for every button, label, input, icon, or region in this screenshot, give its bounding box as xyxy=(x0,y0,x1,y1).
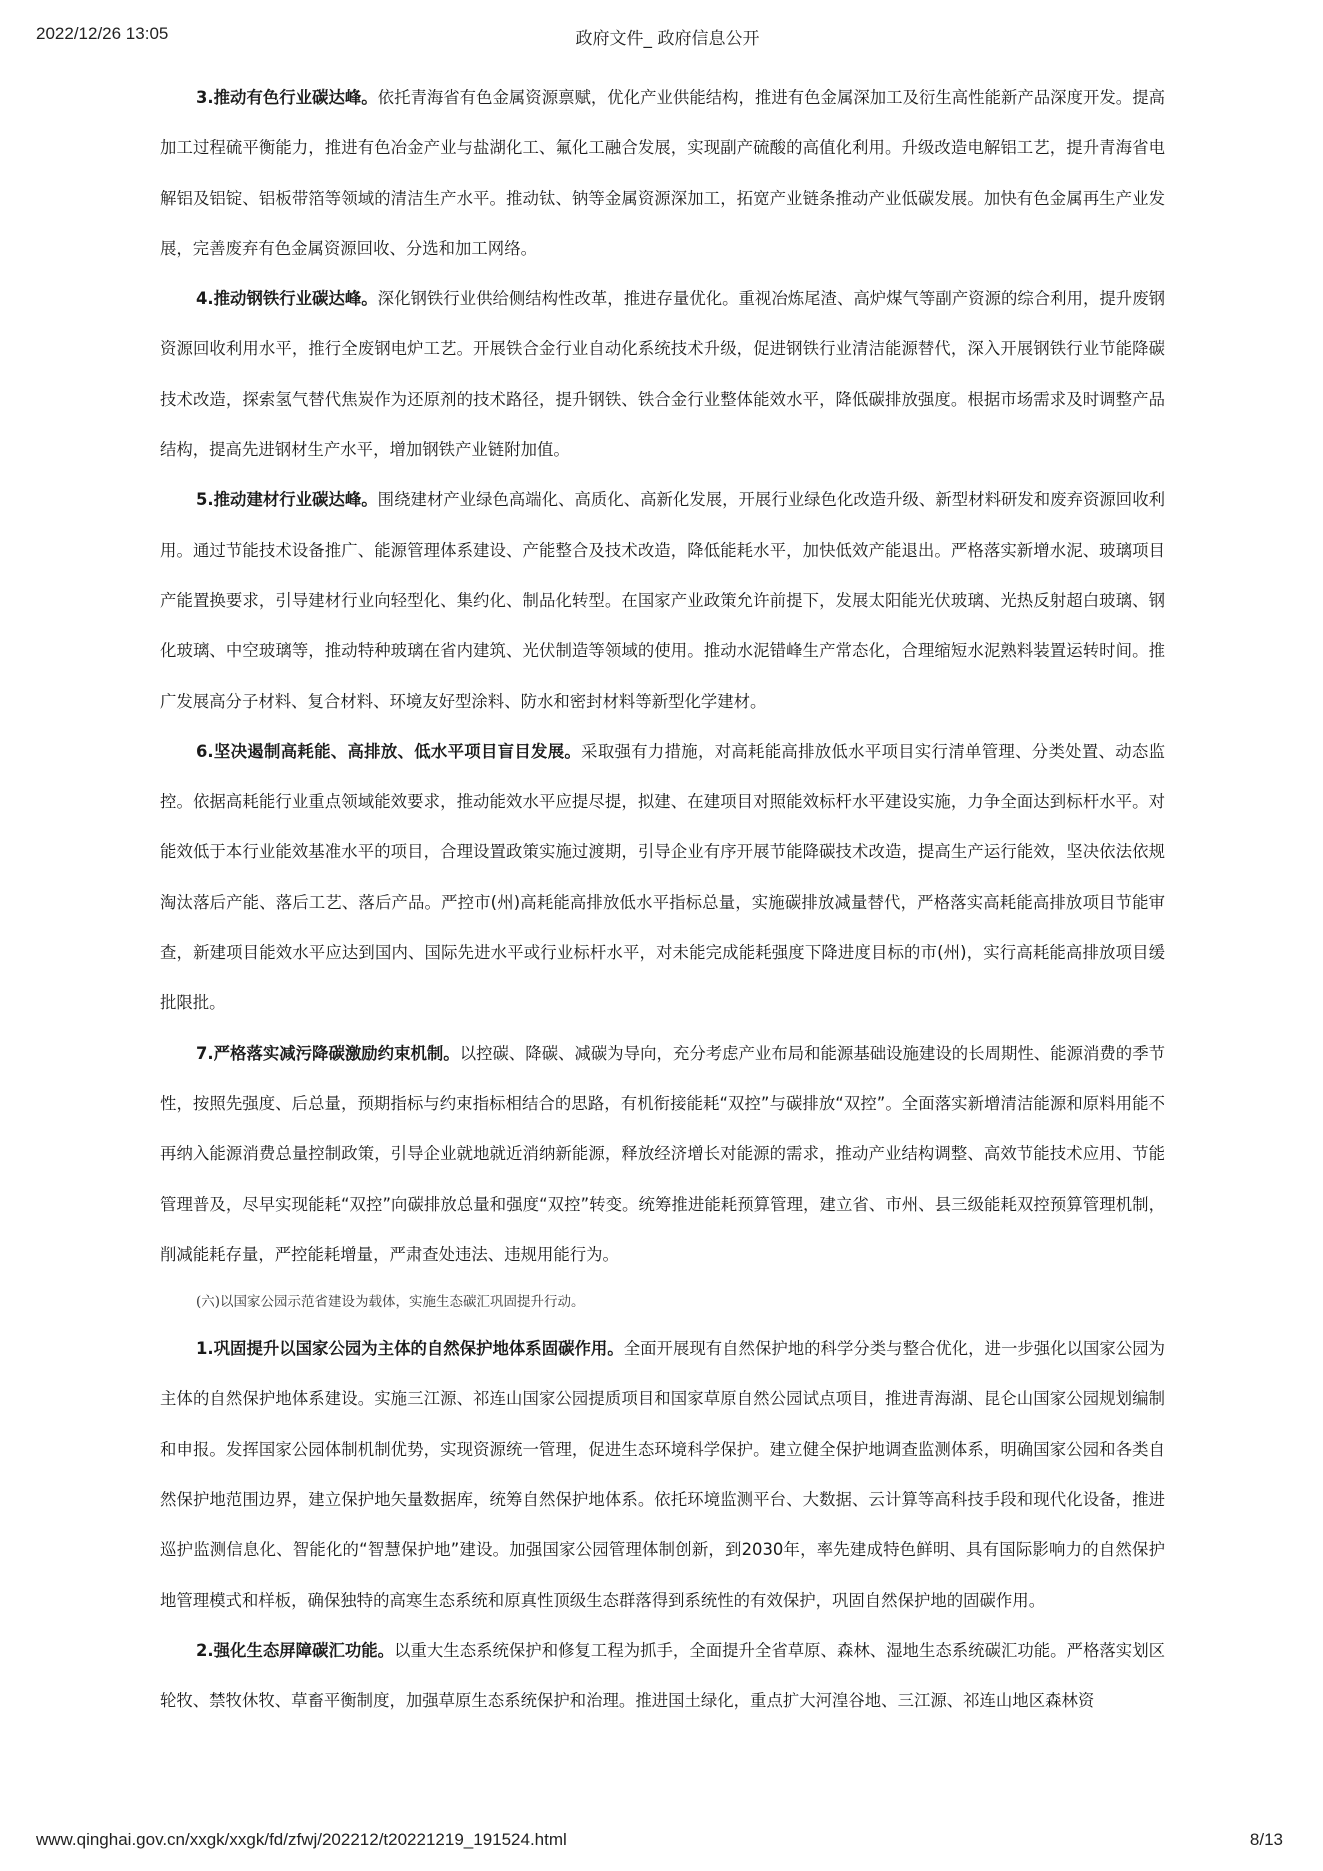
paragraph-heading: 3.推动有色行业碳达峰。 xyxy=(196,88,378,107)
paragraph-building-materials xyxy=(160,475,1165,726)
paragraph-steel xyxy=(160,274,1165,475)
paragraph-text: 以重大生态系统保护和修复工程为抓手，全面提升全省草原、森林、湿地生态系统碳汇功能。严格落实划区轮牧、禁牧休牧、草畜平衡制度，加强草原生态系统保护和治理。推进国土绿化，重点扩大河湟谷地、三江源、祁连山地区森林资 xyxy=(160,1640,1165,1711)
paragraph-heading: 1.巩固提升以国家公园为主体的自然保护地体系固碳作用。 xyxy=(196,1339,624,1359)
page-url-link[interactable]: www.qinghai.gov.cn/xxgk/xxgk/fd/zfwj/202212/t20221219_191524.html xyxy=(36,1830,567,1849)
paragraph-incentive-mechanism xyxy=(160,1029,1165,1280)
paragraph-text: 依托青海省有色金属资源禀赋，优化产业供能结构，推进有色金属深加工及衍生高性能新产品深度开发。提高加工过程硫平衡能力，推进有色冶金产业与盐湖化工、氟化工融合发展，实现副产硫酸的高值化利用。升级改造电解铝工艺，提升青海省电解铝及铝锭、铝板带箔等领域的清洁生产水平。推动钛、钠等金属资源深加工，拓宽产业链条推动产业低碳发展。加快有色金属再生产业发展，完善废弃有色金属资源回收、分选和加工网络。 xyxy=(160,88,1165,258)
section-heading: (六)以国家公园示范省建设为载体，实施生态碳汇巩固提升行动。 xyxy=(196,1294,585,1311)
paragraph-text: 围绕建材产业绿色高端化、高质化、高新化发展，开展行业绿色化改造升级、新型材料研发和废弃资源回收利用。通过节能技术设备推广、能源管理体系建设、产能整合及技术改造，降低能耗水平，加快低效产能退出。严格落实新增水泥、玻璃项目产能置换要求，引导建材行业向轻型化、集约化、制品化转型。在国家产业政策允许前提下，发展太阳能光伏玻璃、光热反射超白玻璃、钢化玻璃、中空玻璃等，推动特种玻璃在省内建筑、光伏制造等领域的使用。推动水泥错峰生产常态化，合理缩短水泥熟料装置运转时间。推广发展高分子材料、复合材料、环境友好型涂料、防水和密封材料等新型化学建材。 xyxy=(160,490,1165,711)
paragraph-nonferrous xyxy=(160,73,1165,274)
paragraph-heading: 6.坚决遏制高耗能、高排放、低水平项目盲目发展。 xyxy=(196,741,582,761)
paragraph-text: 全面开展现有自然保护地的科学分类与整合优化，进一步强化以国家公园为主体的自然保护地体系建设。实施三江源、祁连山国家公园提质项目和国家草原自然公园试点项目，推进青海湖、昆仑山国家公园规划编制和申报。发挥国家公园体制机制优势，实现资源统一管理，促进生态环境科学保护。建立健全保护地调查监测体系，明确国家公园和各类自然保护地范围边界，建立保护地矢量数据库，统筹自然保护地体系。依托环境监测平台、大数据、云计算等高科技手段和现代化设备，推进巡护监测信息化、智能化的“智慧保护地”建设。加强国家公园管理体制创新，到2030年，率先建成特色鲜明、具有国际影响力的自然保护地管理模式和样板，确保独特的高寒生态系统和原真性顶级生态群落得到系统性的有效保护，巩固自然保护地的固碳作用。 xyxy=(160,1339,1165,1610)
paragraph-heading: 7.严格落实减污降碳激励约束机制。 xyxy=(196,1043,460,1063)
paragraph-national-parks xyxy=(160,1324,1165,1626)
paragraph-text: 以控碳、降碳、减碳为导向，充分考虑产业布局和能源基础设施建设的长周期性、能源消费的季节性，按照先强度、后总量，预期指标与约束指标相结合的思路，有机衔接能耗“双控”与碳排放“双控”。全面落实新增清洁能源和原料用能不再纳入能源消费总量控制政策，引导企业就地就近消纳新能源，释放经济增长对能源的需求，推动产业结构调整、高效节能技术应用、节能管理普及，尽早实现能耗“双控”向碳排放总量和强度“双控”转变。统筹推进能耗预算管理，建立省、市州、县三级能耗双控预算管理机制，削减能耗存量，严控能耗增量，严肃查处违法、违规用能行为。 xyxy=(160,1043,1165,1264)
page-header-title: 政府文件_ 政府信息公开 xyxy=(575,29,760,49)
paragraph-heading: 2.强化生态屏障碳汇功能。 xyxy=(196,1640,395,1660)
document-body xyxy=(160,73,1165,1727)
paragraph-text: 深化钢铁行业供给侧结构性改革，推进存量优化。重视冶炼尾渣、高炉煤气等副产资源的综合利用，提升废钢资源回收利用水平，推行全废钢电炉工艺。开展铁合金行业自动化系统技术升级，促进钢铁行业清洁能源替代，深入开展钢铁行业节能降碳技术改造，探索氢气替代焦炭作为还原剂的技术路径，提升钢铁、铁合金行业整体能效水平，降低碳排放强度。根据市场需求及时调整产品结构，提高先进钢材生产水平，增加钢铁产业链附加值。 xyxy=(160,289,1165,460)
paragraph-ecological-barrier xyxy=(160,1626,1165,1727)
paragraph-heading: 4.推动钢铁行业碳达峰。 xyxy=(196,289,378,309)
print-datetime: 2022/12/26 13:05 xyxy=(36,24,169,43)
paragraph-heading: 5.推动建材行业碳达峰。 xyxy=(196,490,378,510)
paragraph-high-energy-projects xyxy=(160,727,1165,1029)
page-number: 8/13 xyxy=(1249,1830,1283,1849)
paragraph-text: 采取强有力措施，对高耗能高排放低水平项目实行清单管理、分类处置、动态监控。依据高耗能行业重点领域能效要求，推动能效水平应提尽提，拟建、在建项目对照能效标杆水平建设实施，力争全面达到标杆水平。对能效低于本行业能效基准水平的项目，合理设置政策实施过渡期，引导企业有序开展节能降碳技术改造，提高生产运行能效，坚决依法依规淘汰落后产能、落后工艺、落后产品。严控市(州)高耗能高排放低水平指标总量，实施碳排放减量替代，严格落实高耗能高排放项目节能审查，新建项目能效水平应达到国内、国际先进水平或行业标杆水平，对未能完成能耗强度下降进度目标的市(州)，实行高耗能高排放项目缓批限批。 xyxy=(160,741,1165,1013)
